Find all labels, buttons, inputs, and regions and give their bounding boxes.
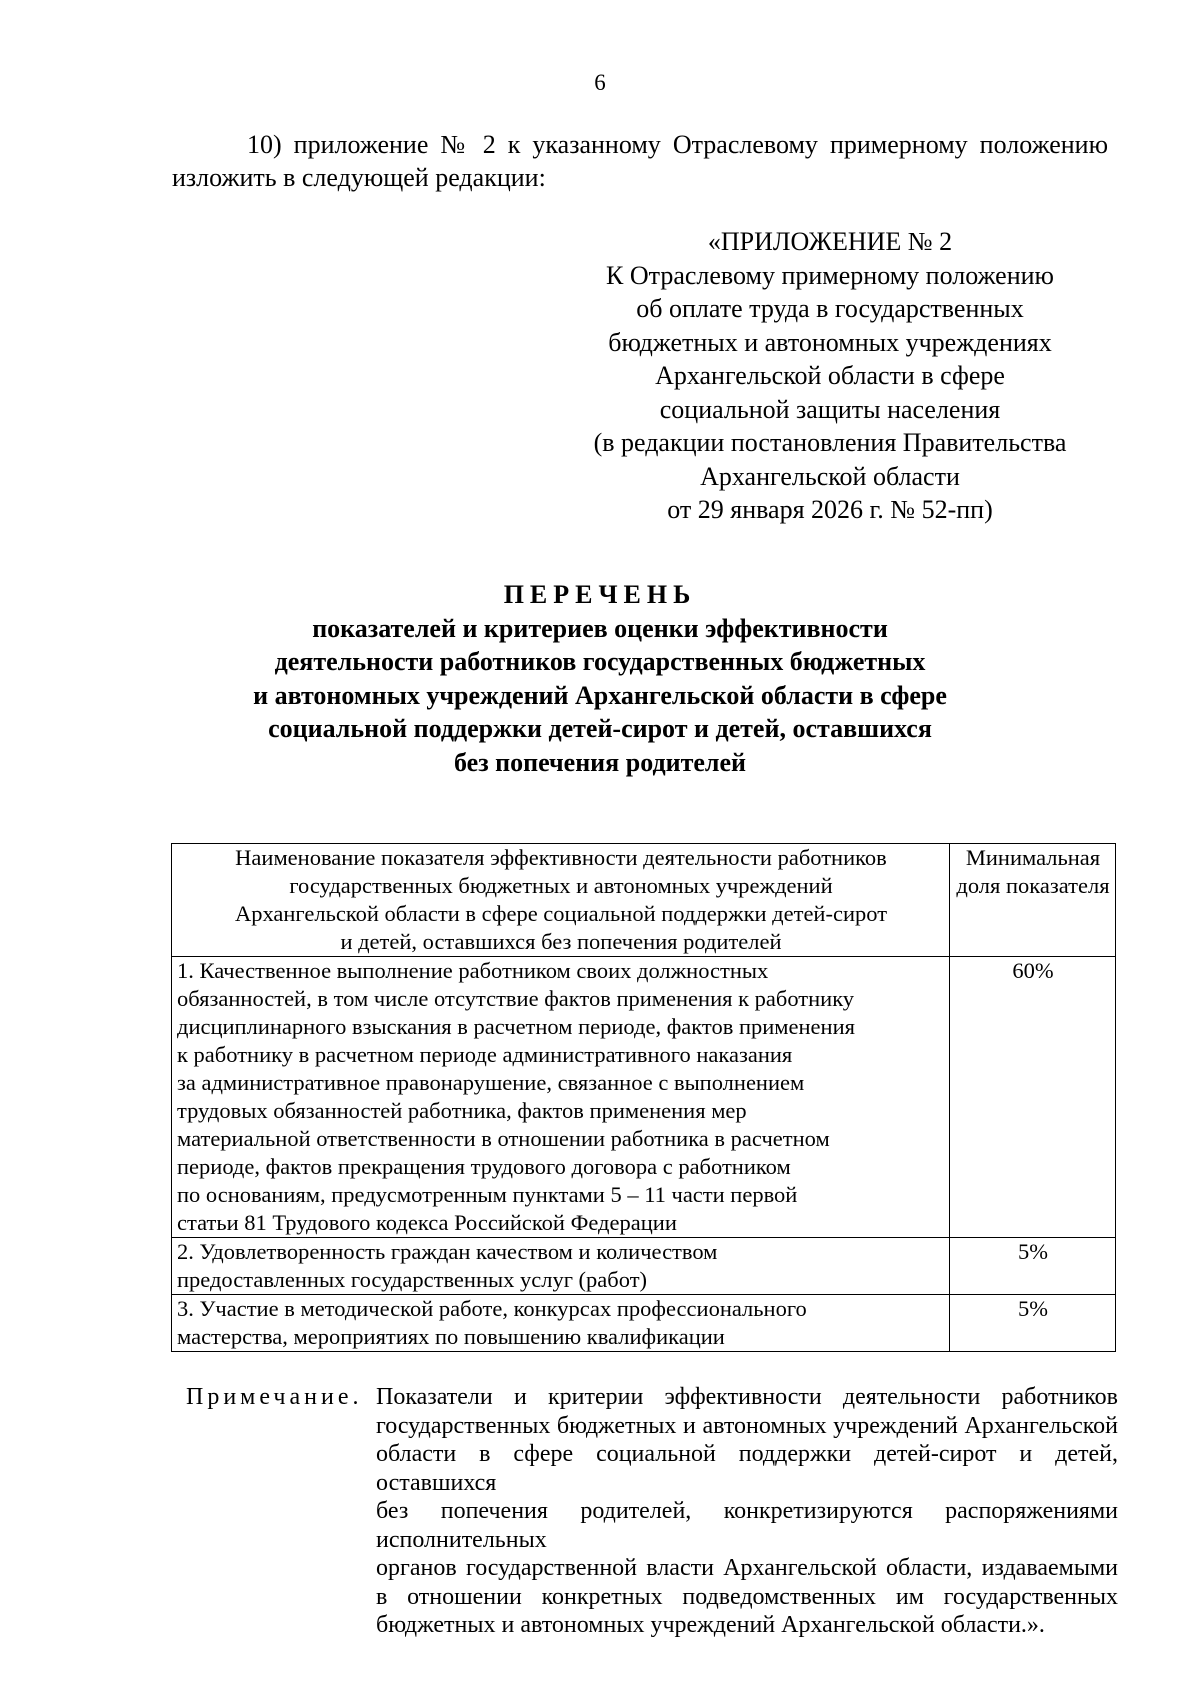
title-heading: ПЕРЕЧЕНЬ <box>503 580 697 609</box>
cell-line: предоставленных государственных услуг (работ) <box>177 1267 648 1292</box>
title-line: социальной поддержки детей-сирот и детей, оставшихся <box>268 714 932 743</box>
note-line: без попечения родителей, конкретизируются распоряжениями исполнительных <box>376 1498 1118 1553</box>
row-min-share: 5% <box>950 1295 1116 1352</box>
appendix-line: Архангельской области в сфере <box>655 361 1005 390</box>
row-min-share: 5% <box>950 1238 1116 1295</box>
cell-line: 2. Удовлетворенность граждан качеством и количеством <box>177 1239 718 1264</box>
cell-line: за административное правонарушение, связанное с выполнением <box>177 1070 805 1095</box>
cell-line: обязанностей, в том числе отсутствие фактов применения к работнику <box>177 986 855 1011</box>
document-title <box>0 578 1200 779</box>
row-indicator-name <box>172 1238 950 1295</box>
table-row <box>172 1238 1116 1295</box>
table-header-row <box>172 844 1116 957</box>
intro-paragraph: 10) приложение № 2 к указанному Отраслевому примерному положению изложить в следующей редакции: <box>172 130 1108 192</box>
indicators-table <box>171 843 1116 1352</box>
title-line: показателей и критериев оценки эффективности <box>312 613 888 643</box>
row-indicator-name <box>172 957 950 1238</box>
header-line: доля показателя <box>956 873 1110 898</box>
title-line: и автономных учреждений Архангельской области в сфере <box>253 680 947 710</box>
appendix-line: бюджетных и автономных учреждениях <box>608 327 1052 357</box>
header-line: Архангельской области в сфере социальной поддержки детей-сирот <box>234 901 888 926</box>
note-line: бюджетных и автономных учреждений Архангельской области.». <box>376 1612 1045 1638</box>
cell-line: к работнику в расчетном периоде административного наказания <box>177 1042 793 1067</box>
appendix-line: «ПРИЛОЖЕНИЕ № 2 <box>707 227 953 256</box>
cell-line: по основаниям, предусмотренным пунктами 5 – 11 части первой <box>177 1182 798 1207</box>
appendix-line: (в редакции постановления Правительства <box>593 428 1067 457</box>
table-row <box>172 1295 1116 1352</box>
appendix-line: К Отраслевому примерному положению <box>606 260 1054 290</box>
header-line: государственных бюджетных и автономных учреждений <box>289 873 833 898</box>
note-line: Показатели и критерии эффективности деятельности работников <box>376 1384 1118 1410</box>
title-line: без попечения родителей <box>454 747 746 777</box>
cell-line: трудовых обязанностей работника, фактов применения мер <box>177 1098 747 1123</box>
title-line: деятельности работников государственных бюджетных <box>274 647 926 676</box>
row-min-share: 60% <box>950 957 1116 1238</box>
note-line: государственных бюджетных и автономных учреждений Архангельской <box>376 1412 1118 1439</box>
note-label: Примечание. <box>186 1384 363 1410</box>
note-line: области в сфере социальной поддержки детей-сирот и детей, оставшихся <box>376 1441 1118 1496</box>
cell-line: мастерства, мероприятиях по повышению квалификации <box>177 1324 725 1349</box>
table-row <box>172 957 1116 1238</box>
appendix-line: от 29 января 2026 г. № 52-пп) <box>667 495 993 524</box>
cell-line: 1. Качественное выполнение работником своих должностных <box>177 958 769 983</box>
cell-line: материальной ответственности в отношении работника в расчетном <box>177 1126 830 1151</box>
header-line: и детей, оставшихся без попечения родителей <box>340 929 782 954</box>
appendix-line: социальной защиты населения <box>659 394 1001 424</box>
appendix-header <box>540 225 1120 527</box>
page-number: 6 <box>594 70 606 95</box>
appendix-line: Архангельской области <box>700 461 960 491</box>
header-min-share <box>950 844 1116 957</box>
cell-line: периоде, фактов прекращения трудового договора с работником <box>177 1154 791 1179</box>
header-indicator-name <box>172 844 950 957</box>
cell-line: дисциплинарного взыскания в расчетном периоде, фактов применения <box>177 1014 855 1039</box>
note-body <box>376 1383 1118 1640</box>
cell-line: статьи 81 Трудового кодекса Российской Федерации <box>177 1210 677 1235</box>
note-line: в отношении конкретных подведомственных им государственных <box>376 1583 1118 1610</box>
header-line: Наименование показателя эффективности деятельности работников <box>235 845 887 870</box>
appendix-line: об оплате труда в государственных <box>636 294 1024 323</box>
cell-line: 3. Участие в методической работе, конкурсах профессионального <box>177 1296 807 1321</box>
row-indicator-name <box>172 1295 950 1352</box>
note-line: органов государственной власти Архангельской области, издаваемыми <box>376 1555 1118 1581</box>
header-line: Минимальная <box>965 845 1101 870</box>
